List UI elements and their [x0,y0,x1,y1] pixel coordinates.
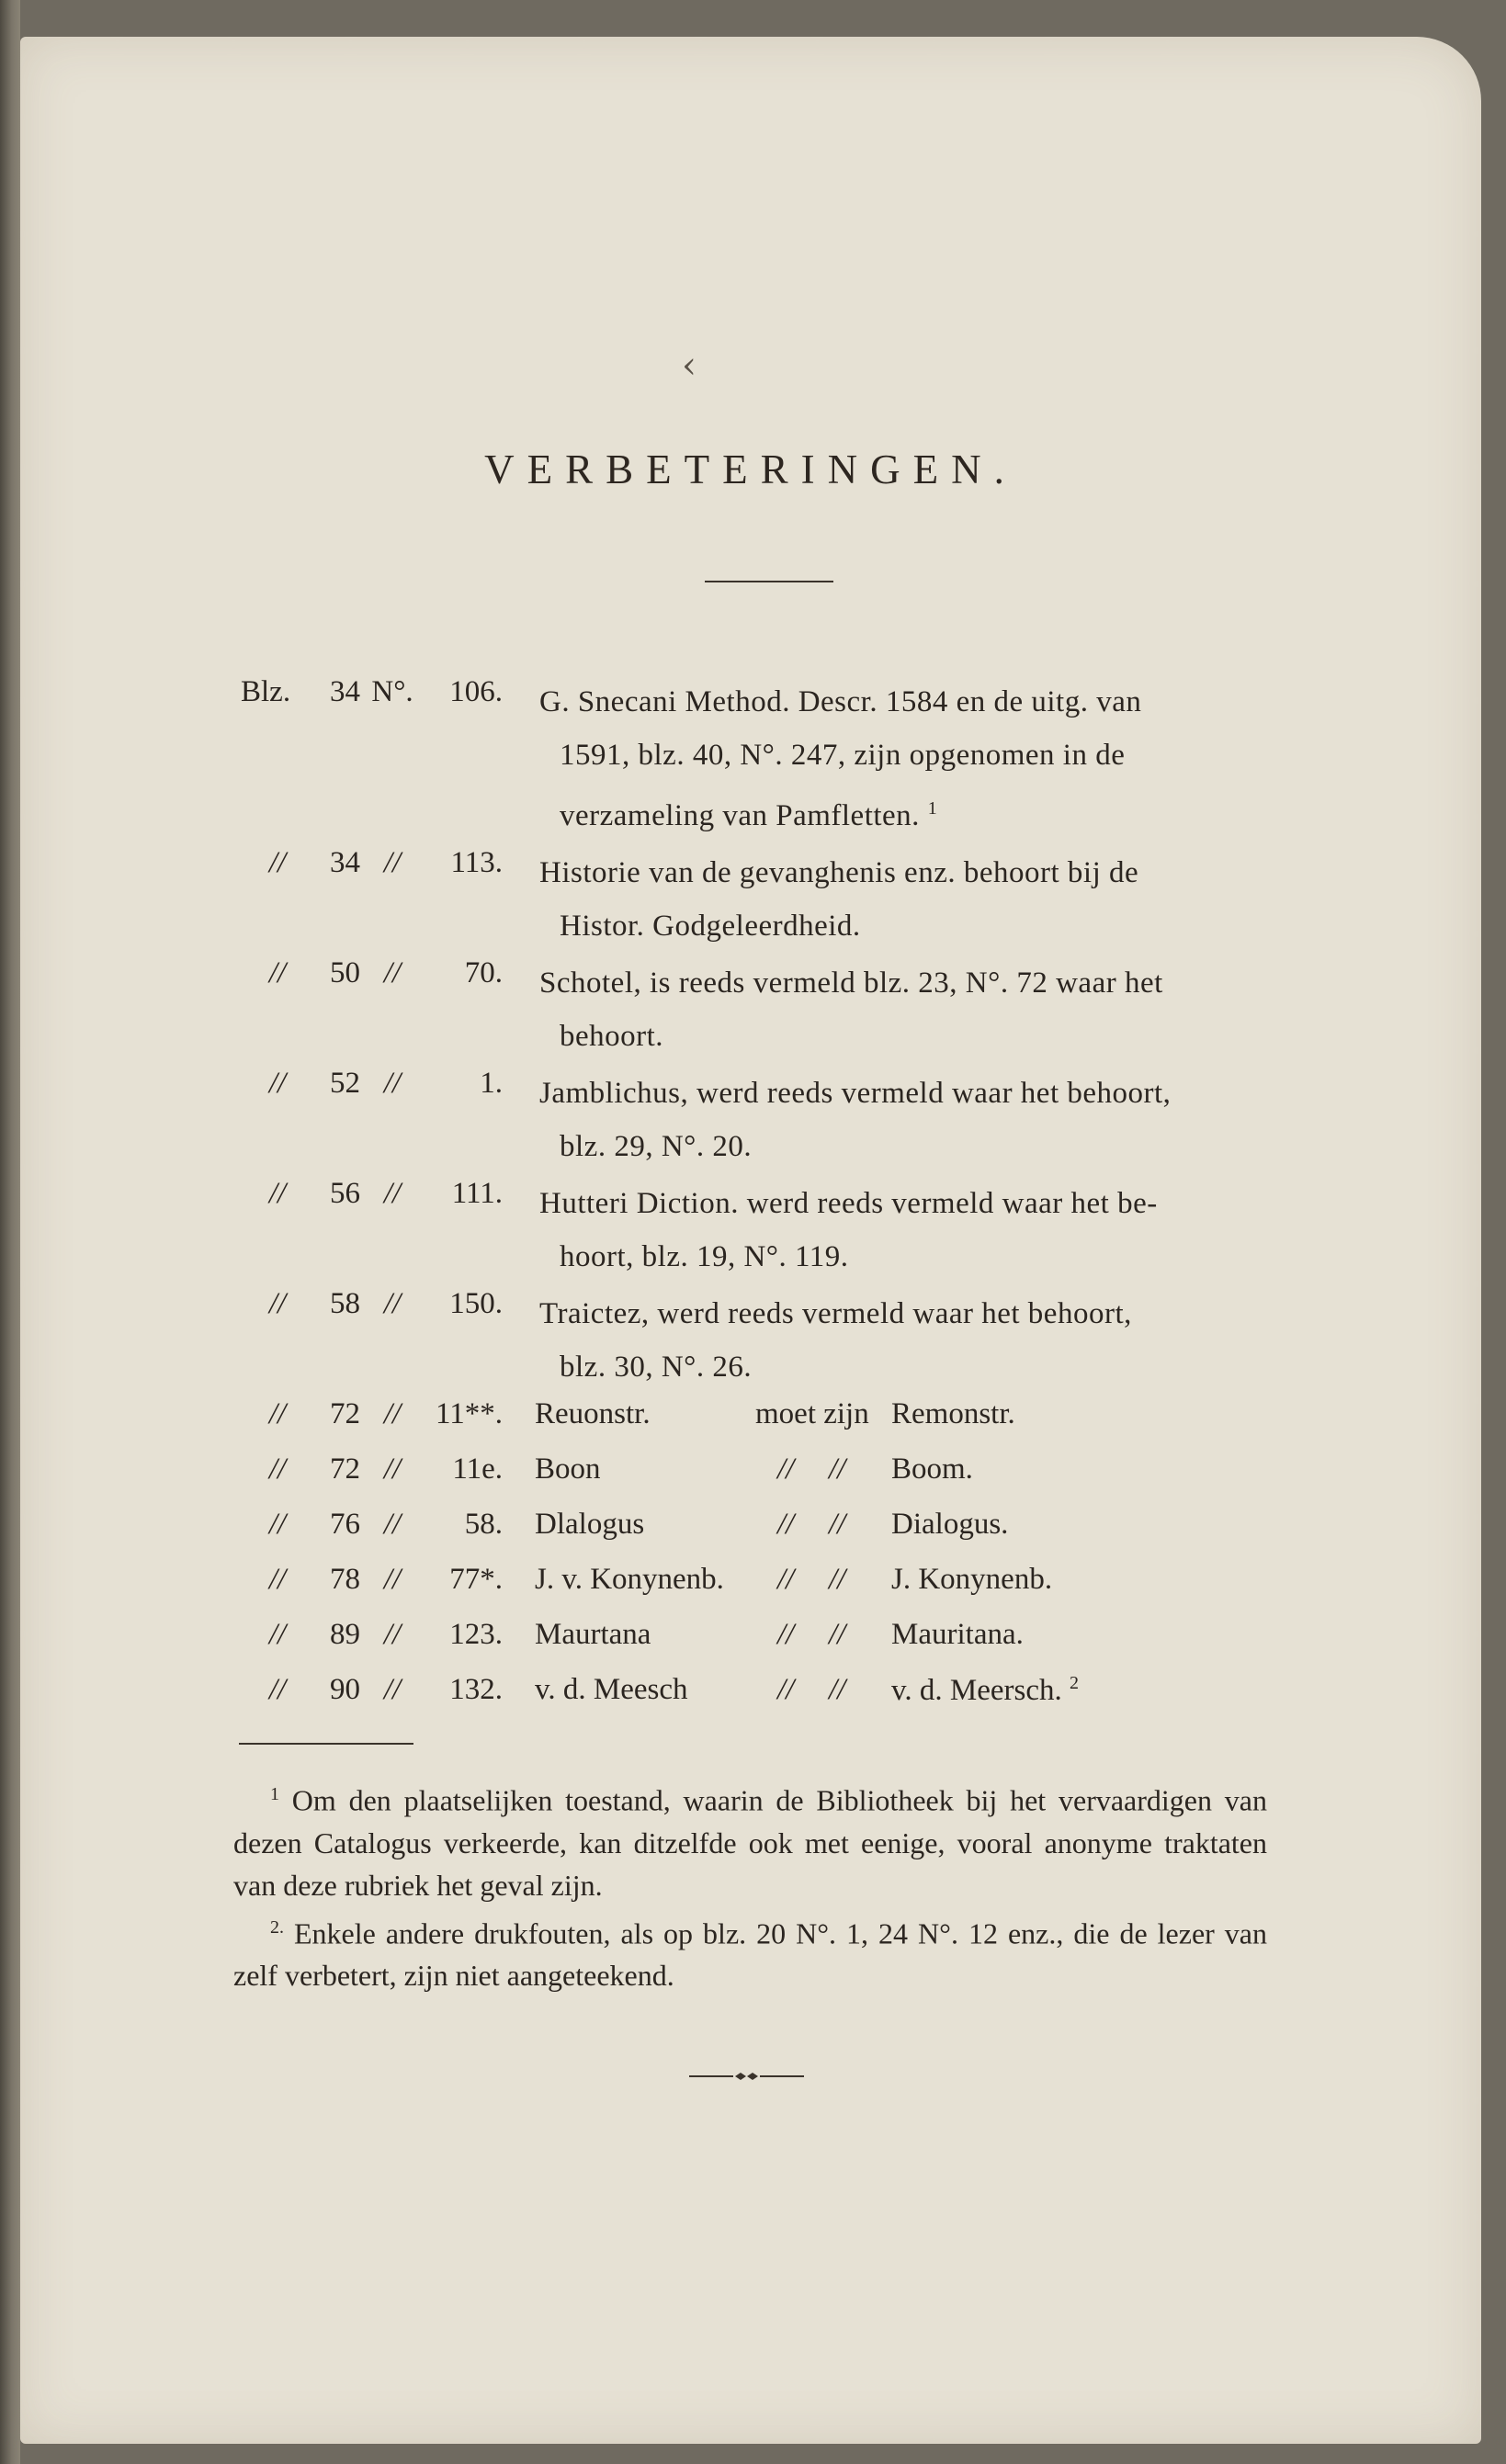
entry-reference [241,675,516,709]
wrong-text: Boon [535,1452,601,1486]
ditto-mark: // [383,1452,402,1486]
correction-row [241,1508,1297,1563]
errata-entry [241,1287,1297,1394]
entry-line: Historie van de gevanghenis enz. behoort bij de [539,856,1139,889]
entry-text [539,846,1297,953]
page-number: 50 [330,956,360,989]
entry-reference [241,1397,516,1431]
ditto-mark: // [268,1287,287,1320]
wrong-text: Reuonstr. [535,1397,651,1430]
ditto-mark: // [268,1673,287,1706]
entry-line: Histor. Godgeleerdheid. [560,910,861,943]
ditto-mark: // [383,1618,402,1651]
page-number: 72 [330,1397,360,1430]
moet-zijn-label: moet zijn [755,1397,869,1430]
correction-row [241,1563,1297,1618]
entry-line: G. Snecani Method. Descr. 1584 en de uitg. van [539,685,1142,718]
errata-entry [241,956,1297,1063]
item-number: 123. [449,1618,503,1651]
footnote-2 [233,1906,1267,1997]
entry-line-cont [539,899,1297,953]
entry-reference [241,1508,516,1542]
entry-text [539,1287,1297,1394]
ditto-mark: // [383,1177,402,1210]
ditto-mark: // [268,956,287,989]
ditto-mark: // [383,1563,402,1596]
footnotes [233,1773,1267,1996]
item-number: 77*. [449,1563,503,1596]
entry-reference [241,1673,516,1707]
item-number: 11e. [452,1452,503,1486]
correct-text: Remonstr. [891,1397,1015,1430]
item-number: 113. [450,846,503,879]
entry-line-cont [539,729,1297,782]
ditto-mark: // [829,1508,846,1541]
page-number: 34 [330,846,360,879]
item-number: 70. [464,956,503,989]
entry-reference [241,1287,516,1321]
correct-text [891,1673,1079,1708]
entry-line: blz. 29, N°. 20. [560,1130,753,1163]
correction-row [241,1397,1297,1452]
entry-line: Hutteri Diction. werd reeds vermeld waar het be- [539,1187,1158,1220]
errata-list [241,675,1297,1728]
ditto-mark: // [268,1618,287,1651]
page-number: 52 [330,1067,360,1100]
ditto-mark: // [777,1618,795,1651]
no-label: N°. [371,675,413,708]
wrong-text: Maurtana [535,1618,651,1651]
correct-text: J. Konynenb. [891,1563,1053,1596]
page-number: 89 [330,1618,360,1651]
entry-line: verzameling van Pamfletten. [560,799,920,832]
correct-text: Dialogus. [891,1508,1009,1541]
end-ornament-icon [689,2072,804,2081]
footnote-ref: 1 [927,798,938,819]
footnote-text: Enkele andere drukfouten, als op blz. 20 N°. 1, 24 N°. 12 enz., die de lezer van zelf verbetert, zijn niet aangeteekend. [233,1916,1268,1993]
pencil-mark: ‹ [682,345,696,387]
ditto-mark: // [268,1177,287,1210]
entry-line-cont [539,1120,1297,1173]
ditto-mark: // [383,1508,402,1541]
item-number: 11**. [435,1397,503,1430]
item-number: 132. [449,1673,503,1706]
ditto-mark: // [383,846,402,879]
ditto-mark: // [383,1673,402,1706]
title-rule [705,581,833,582]
entry-line-cont [539,1230,1297,1283]
ditto-mark: // [829,1618,846,1651]
errata-entry [241,675,1297,842]
ditto-mark: // [829,1563,846,1596]
ditto-mark: // [777,1452,795,1486]
item-number: 111. [451,1177,503,1210]
page-title: VERBETERINGEN. [484,446,1017,492]
ditto-mark: // [383,1287,402,1320]
ditto-mark: // [777,1563,795,1596]
entry-line: hoort, blz. 19, N°. 119. [560,1240,849,1273]
entry-line-cont [539,1010,1297,1063]
item-number: 58. [464,1508,503,1541]
ditto-mark: // [268,1397,287,1430]
entry-reference [241,1452,516,1486]
footnote-text: Om den plaatselijken toestand, waarin de Bibliotheek bij het vervaardigen van dezen Catalogus verkeerde, kan ditzelfde ook met eenige, vooral anonyme traktaten van deze rubriek het geval zijn. [233,1783,1267,1902]
entry-text [539,956,1297,1063]
footnote-mark: 1 [270,1784,279,1804]
item-number: 150. [449,1287,503,1320]
correct-text: Mauritana. [891,1618,1024,1651]
entry-text [539,1177,1297,1283]
ditto-mark: // [268,1067,287,1100]
entry-reference [241,956,516,990]
page-number: 56 [330,1177,360,1210]
entry-reference [241,1618,516,1652]
page-number: 76 [330,1508,360,1541]
ditto-mark: // [777,1673,795,1706]
entry-reference [241,1067,516,1101]
footnote-1 [233,1773,1267,1906]
entry-line: Traictez, werd reeds vermeld waar het behoort, [539,1297,1132,1330]
ditto-mark: // [777,1508,795,1541]
ditto-mark: // [829,1673,846,1706]
entry-text [539,1067,1297,1173]
entry-line: blz. 30, N°. 26. [560,1351,753,1384]
entry-line: Jamblichus, werd reeds vermeld waar het behoort, [539,1077,1172,1110]
correct-text: Boom. [891,1452,973,1486]
wrong-text: v. d. Meesch [535,1673,688,1706]
entry-line: 1591, blz. 40, N°. 247, zijn opgenomen in de [560,739,1126,772]
correction-row [241,1618,1297,1673]
entry-text [539,675,1297,842]
blz-label: Blz. [241,675,291,708]
footnote-mark: 2. [270,1916,284,1938]
entry-reference [241,846,516,880]
entry-line: Schotel, is reeds vermeld blz. 23, N°. 72 waar het [539,966,1163,1000]
entry-line: behoort. [560,1020,664,1053]
ditto-mark: // [268,846,287,879]
item-number: 106. [449,675,503,708]
book-page [20,37,1481,2444]
entry-line-cont [539,782,1297,842]
item-number: 1. [480,1067,503,1100]
ditto-mark: // [383,956,402,989]
entry-reference [241,1177,516,1211]
entry-reference [241,1563,516,1597]
errata-entry [241,846,1297,953]
ditto-mark: // [268,1452,287,1486]
correct-text-value: v. d. Meersch. [891,1674,1062,1707]
entry-line-cont [539,1340,1297,1394]
page-number: 72 [330,1452,360,1486]
wrong-text: Dlalogus [535,1508,645,1541]
ditto-mark: // [268,1563,287,1596]
correction-row [241,1452,1297,1508]
wrong-text: J. v. Konynenb. [535,1563,724,1596]
errata-entry [241,1177,1297,1283]
page-number: 90 [330,1673,360,1706]
ditto-mark: // [268,1508,287,1541]
ditto-mark: // [829,1452,846,1486]
errata-entry [241,1067,1297,1173]
book-spine-edge [0,0,20,2464]
footnote-rule [239,1743,413,1745]
page-number: 58 [330,1287,360,1320]
page-number: 34 [330,675,360,708]
ditto-mark: // [383,1067,402,1100]
correction-row [241,1673,1297,1728]
footnote-ref: 2 [1069,1673,1079,1693]
page-number: 78 [330,1563,360,1596]
ditto-mark: // [383,1397,402,1430]
